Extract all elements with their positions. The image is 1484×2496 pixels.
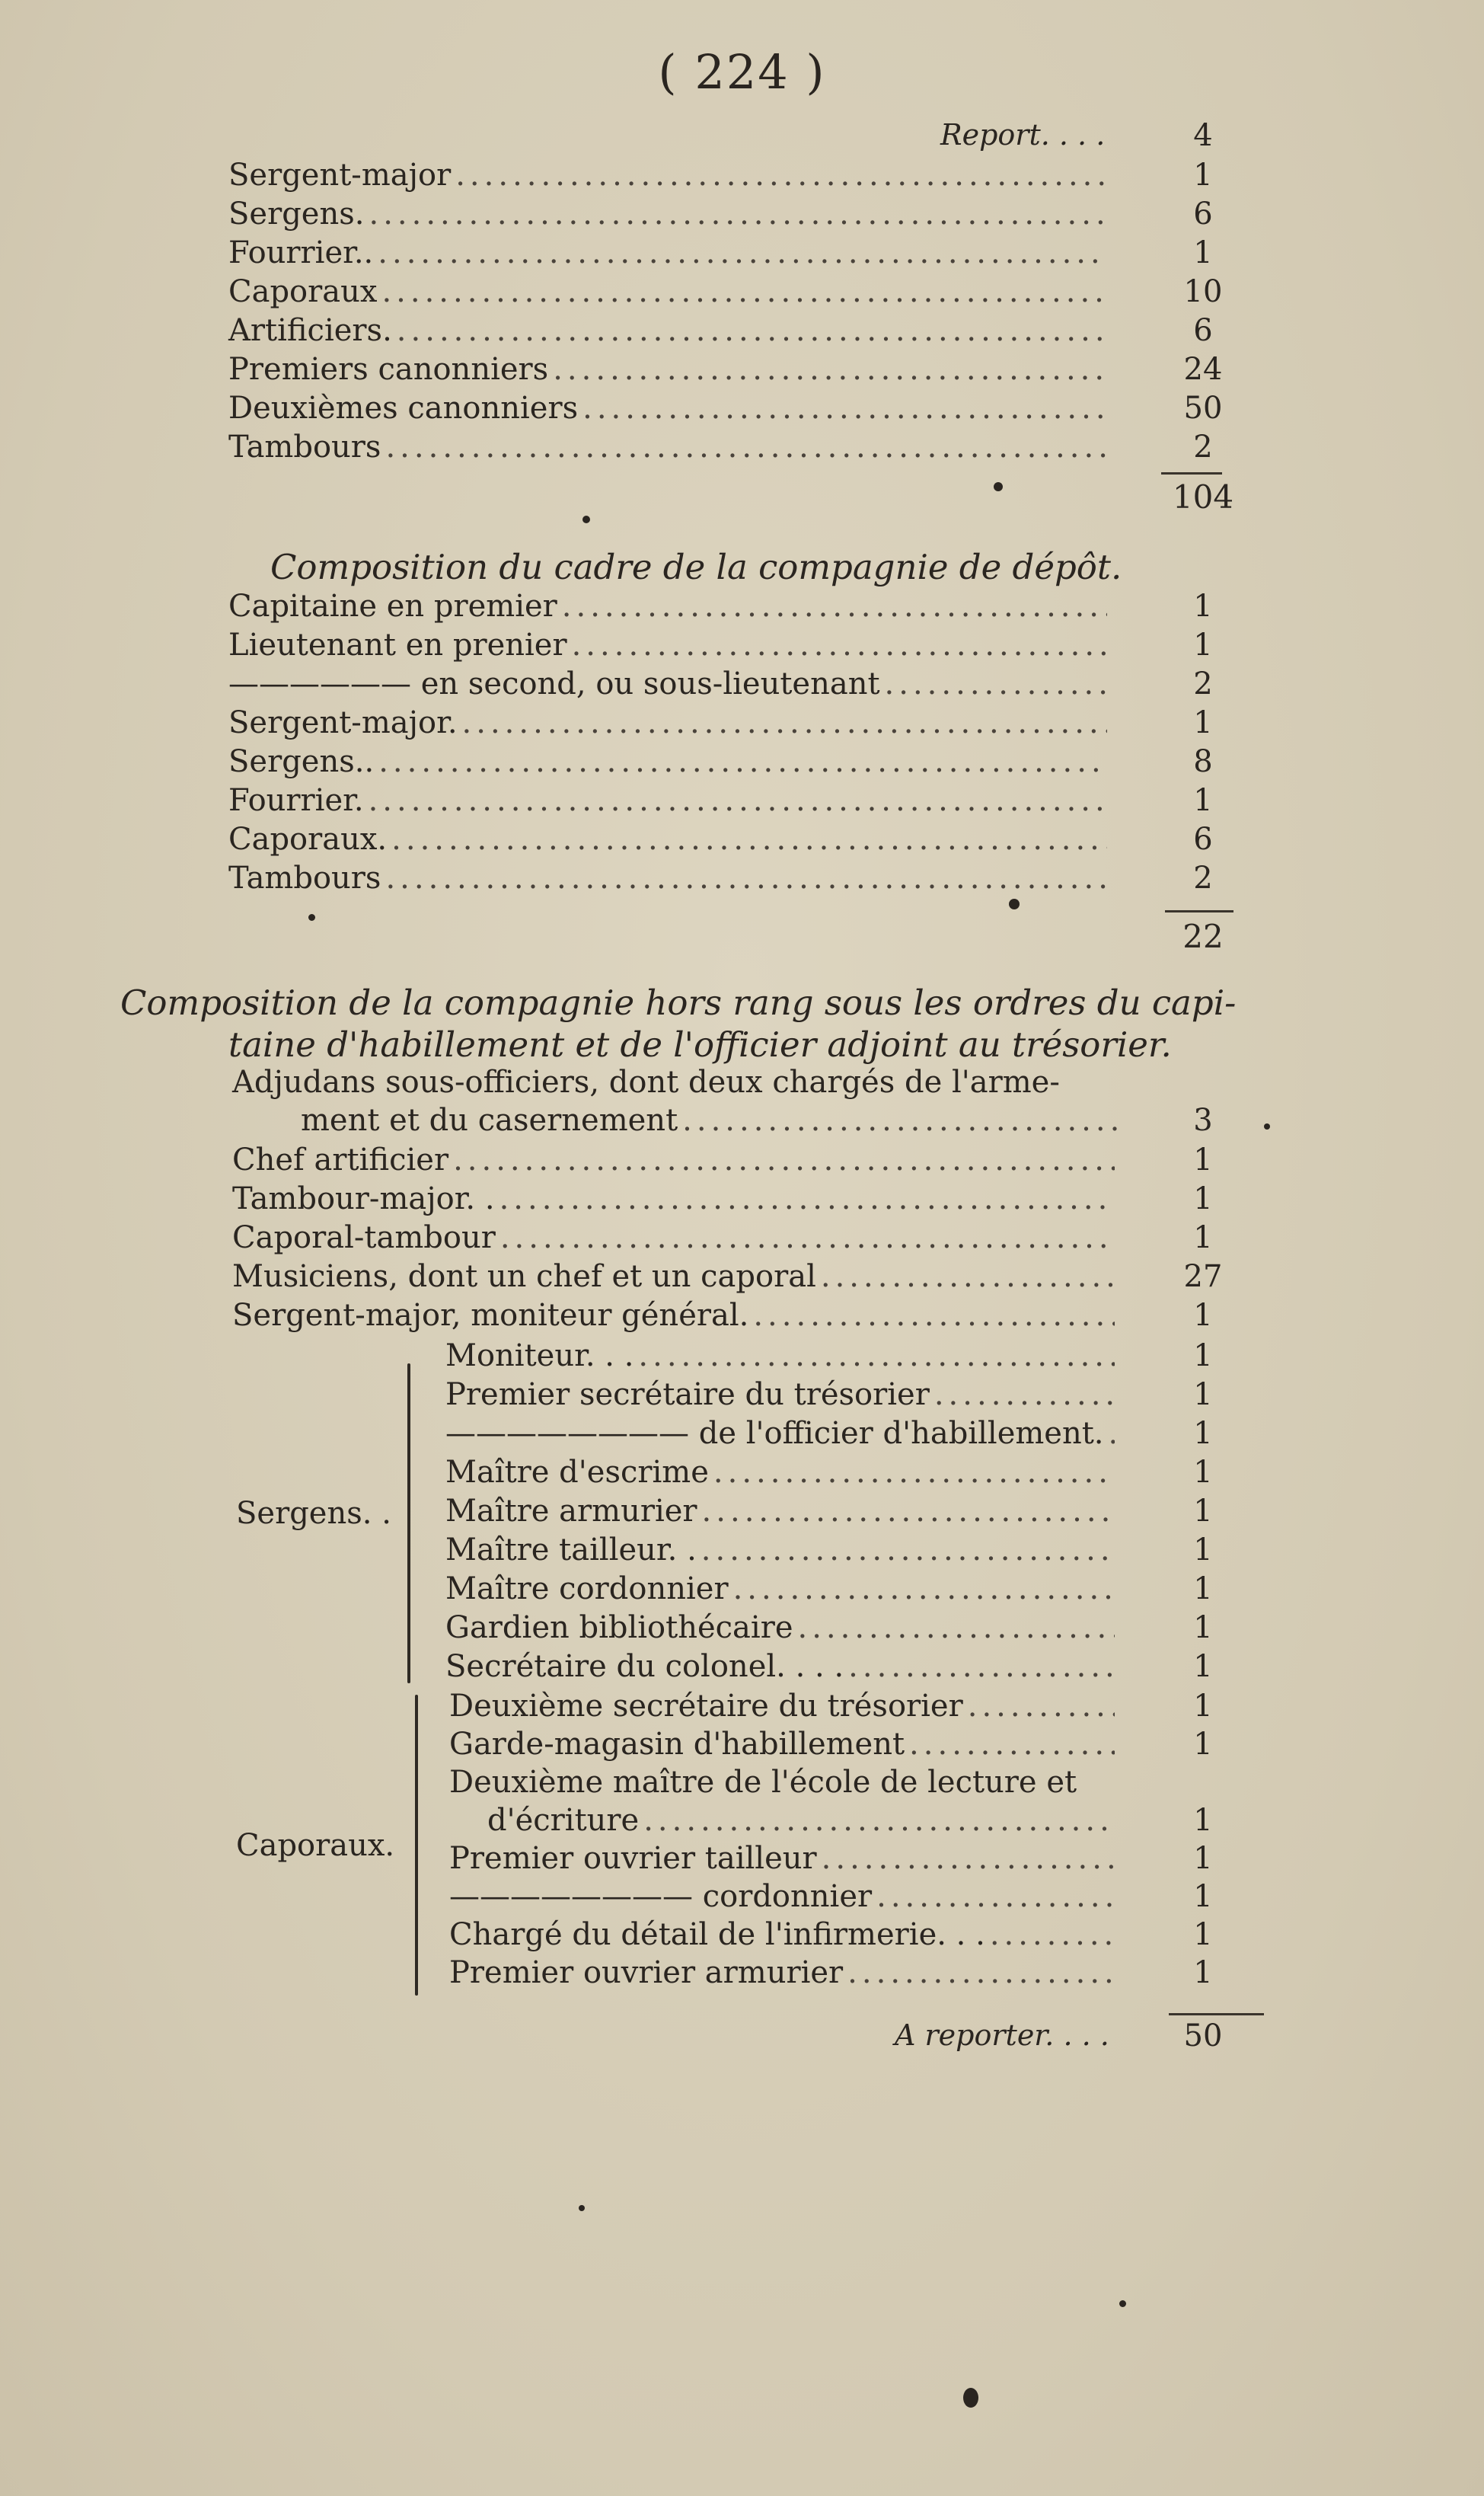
row-value: 1 (1193, 1416, 1213, 1451)
row-value: 24 (1183, 352, 1223, 387)
leader-dots (582, 391, 1107, 426)
ink-speck (1119, 2300, 1126, 2307)
ink-speck (308, 914, 315, 921)
row-value: 1 (1193, 1181, 1213, 1216)
table-row (449, 1879, 1119, 1914)
leader-dots (453, 1143, 1115, 1178)
table-row (445, 1338, 1119, 1373)
caporaux-brace (415, 1695, 418, 1996)
hors-rang-heading-line1: Composition de la compagnie hors rang sous les ordres du capi- (120, 983, 1237, 1023)
table-row (449, 1765, 1119, 1800)
table-row (445, 1455, 1119, 1490)
row-label: Premier ouvrier tailleur (449, 1841, 817, 1876)
table-row (449, 1727, 1119, 1762)
row-label: Chargé du détail de l'infirmerie. . . (449, 1917, 985, 1952)
row-label: —————— en second, ou sous-lieutenant (228, 666, 880, 702)
table-row (228, 158, 1112, 193)
row-label: Maître cordonnier (445, 1571, 729, 1606)
leader-dots (462, 705, 1107, 740)
leader-dots (885, 666, 1107, 702)
row-value: 1 (1193, 235, 1213, 270)
row-label: Sergent-major, moniteur général. (232, 1298, 749, 1333)
sergens-brace (407, 1363, 410, 1683)
row-label: Premier ouvrier armurier (449, 1955, 844, 1990)
leader-dots (968, 1689, 1115, 1724)
table-row (228, 783, 1112, 818)
table-row (232, 1220, 1119, 1255)
adjudans-line2: ment et du casernement ..... (301, 1103, 1123, 1138)
leader-dots (381, 274, 1107, 309)
table-row (228, 430, 1112, 465)
adjudans-value: 3 (1193, 1103, 1213, 1138)
depot-heading: Composition du cadre de la compagnie de dépôt. (270, 547, 1122, 587)
table-row (232, 1298, 1119, 1333)
row-value: 1 (1193, 628, 1213, 663)
table-row (228, 197, 1112, 232)
leader-dots (1109, 1416, 1115, 1451)
row-label: Fourrier. (228, 783, 364, 818)
leader-dots (369, 783, 1107, 818)
table-row (449, 1689, 1119, 1724)
table-row (445, 1377, 1119, 1412)
row-label: Premier secrétaire du trésorier (445, 1377, 930, 1412)
row-label: ———————— cordonnier (449, 1879, 873, 1914)
table-row (228, 235, 1112, 270)
leader-dots (391, 822, 1107, 857)
leader-dots (701, 1532, 1115, 1568)
top-total-rule (1161, 472, 1222, 475)
table-row (445, 1649, 1119, 1684)
leader-dots (822, 1841, 1115, 1876)
table-row (232, 1259, 1119, 1294)
row-value: 1 (1193, 158, 1213, 193)
leader-dots (385, 430, 1107, 465)
leader-dots (990, 1917, 1115, 1952)
row-value: 1 (1193, 783, 1213, 818)
row-value: 6 (1193, 197, 1213, 232)
row-value: 1 (1193, 705, 1213, 740)
table-row (445, 1416, 1119, 1451)
table-row (449, 1917, 1119, 1952)
leader-dots (821, 1259, 1115, 1294)
leader-dots (562, 589, 1107, 624)
row-label: Sergent-major. (228, 705, 458, 740)
row-value: 1 (1193, 1879, 1213, 1914)
row-value: 6 (1193, 822, 1213, 857)
row-value: 1 (1193, 1955, 1213, 1990)
leader-dots (876, 1879, 1115, 1914)
leader-dots (797, 1610, 1115, 1645)
table-row (228, 861, 1112, 896)
row-label: Garde-magasin d'habillement (449, 1727, 905, 1762)
row-label: Sergens.. (228, 744, 375, 779)
row-label: Sergens. (228, 197, 365, 232)
leader-dots (378, 235, 1107, 270)
leader-dots (385, 861, 1107, 896)
row-value: 1 (1193, 1689, 1213, 1724)
row-label: d'écriture (487, 1803, 640, 1838)
row-value: 27 (1183, 1259, 1223, 1294)
table-row (449, 1841, 1119, 1876)
carry-rule (1169, 2013, 1264, 2015)
row-label: Lieutenant en prenier (228, 628, 567, 663)
row-value: 1 (1193, 1143, 1213, 1178)
row-value: 8 (1193, 744, 1213, 779)
row-label: Maître armurier (445, 1494, 697, 1529)
table-row (487, 1803, 1119, 1838)
leader-dots (572, 628, 1107, 663)
leader-dots (847, 1955, 1115, 1990)
row-value: 1 (1193, 1803, 1213, 1838)
ink-speck (579, 2205, 585, 2211)
depot-total: 22 (1182, 918, 1224, 955)
row-label: Moniteur. . . (445, 1338, 634, 1373)
row-label: Tambours (228, 861, 381, 896)
table-row (228, 666, 1112, 702)
leader-dots (455, 158, 1107, 193)
ink-speck (963, 2388, 978, 2408)
report-label: Report. . . . (940, 118, 1106, 152)
row-label: Tambours (228, 430, 381, 465)
table-row (228, 391, 1112, 426)
table-row (228, 822, 1112, 857)
row-value: 1 (1193, 1338, 1213, 1373)
table-row (445, 1610, 1119, 1645)
table-row (228, 705, 1112, 740)
row-label: Maître tailleur. . (445, 1532, 697, 1568)
table-row (445, 1494, 1119, 1529)
row-label: Maître d'escrime (445, 1455, 709, 1490)
carry-label: A reporter. . . . (895, 2018, 1109, 2052)
row-label: Fourrier.. (228, 235, 374, 270)
row-value: 1 (1193, 1649, 1213, 1684)
row-value: 1 (1193, 1532, 1213, 1568)
row-label: Secrétaire du colonel. . . . (445, 1649, 844, 1684)
ink-speck (582, 516, 590, 523)
leader-dots (500, 1220, 1115, 1255)
row-label: Musiciens, dont un chef et un caporal (232, 1259, 816, 1294)
row-value: 1 (1193, 1494, 1213, 1529)
row-value: 2 (1193, 861, 1213, 896)
leader-dots (643, 1803, 1115, 1838)
row-value: 1 (1193, 1455, 1213, 1490)
row-label: Sergent-major (228, 158, 452, 193)
ink-speck (1009, 899, 1020, 909)
row-value: 1 (1193, 1377, 1213, 1412)
row-value: 1 (1193, 1298, 1213, 1333)
row-value: 1 (1193, 1571, 1213, 1606)
row-value: 1 (1193, 1610, 1213, 1645)
carry-value: 50 (1183, 2018, 1223, 2053)
row-label: Deuxième secrétaire du trésorier (449, 1689, 963, 1724)
sergens-group-label: Sergens. . (236, 1496, 391, 1531)
caporaux-group-label: Caporaux. (236, 1828, 395, 1863)
leader-dots (378, 744, 1107, 779)
leader-dots (753, 1298, 1115, 1333)
row-value: 1 (1193, 1727, 1213, 1762)
row-label: ———————— de l'officier d'habillement. (445, 1416, 1104, 1451)
leader-dots (397, 313, 1107, 348)
row-label: Caporal-tambour (232, 1220, 496, 1255)
row-label: Capitaine en premier (228, 589, 557, 624)
table-row (445, 1571, 1119, 1606)
row-value: 6 (1193, 313, 1213, 348)
row-value: 1 (1193, 1841, 1213, 1876)
table-row (228, 589, 1112, 624)
table-row (228, 274, 1112, 309)
leader-dots (638, 1338, 1115, 1373)
leader-dots (909, 1727, 1115, 1762)
table-row (449, 1955, 1119, 1990)
table-row (228, 744, 1112, 779)
row-label: Deuxième maître de l'école de lecture et (449, 1765, 1077, 1800)
row-label: Tambour-major. . (232, 1181, 495, 1216)
table-row (228, 313, 1112, 348)
leader-dots (499, 1181, 1115, 1216)
leader-dots (713, 1455, 1115, 1490)
row-label: Premiers canonniers (228, 352, 549, 387)
depot-total-rule (1165, 910, 1233, 912)
page-number: ( 224 ) (658, 44, 826, 100)
table-row (445, 1532, 1119, 1568)
row-label: Deuxièmes canonniers (228, 391, 579, 426)
leader-dots (934, 1377, 1115, 1412)
row-label: Caporaux (228, 274, 378, 309)
hors-rang-heading-line2: taine d'habillement et de l'officier adjoint au trésorier. (228, 1024, 1172, 1065)
row-value: 50 (1183, 391, 1223, 426)
row-value: 1 (1193, 589, 1213, 624)
table-row (232, 1143, 1119, 1178)
ink-speck (1264, 1123, 1270, 1130)
row-value: 2 (1193, 430, 1213, 465)
row-label: Caporaux. (228, 822, 388, 857)
table-row (232, 1181, 1119, 1216)
leader-dots (733, 1571, 1115, 1606)
leader-dots (702, 1494, 1115, 1529)
row-value: 1 (1193, 1917, 1213, 1952)
ink-speck (994, 482, 1003, 491)
leader-dots (553, 352, 1107, 387)
row-label: Gardien bibliothécaire (445, 1610, 793, 1645)
row-value: 2 (1193, 666, 1213, 702)
leader-dots (848, 1649, 1115, 1684)
row-value: 1 (1193, 1220, 1213, 1255)
table-row (228, 352, 1112, 387)
row-label: Artificiers. (228, 313, 392, 348)
row-value: 10 (1183, 274, 1223, 309)
report-value: 4 (1193, 118, 1213, 153)
adjudans-line1: Adjudans sous-officiers, dont deux chargés de l'arme- (232, 1065, 1060, 1100)
row-label: Chef artificier (232, 1143, 449, 1178)
top-total: 104 (1172, 478, 1234, 516)
leader-dots (369, 197, 1107, 232)
table-row (228, 628, 1112, 663)
